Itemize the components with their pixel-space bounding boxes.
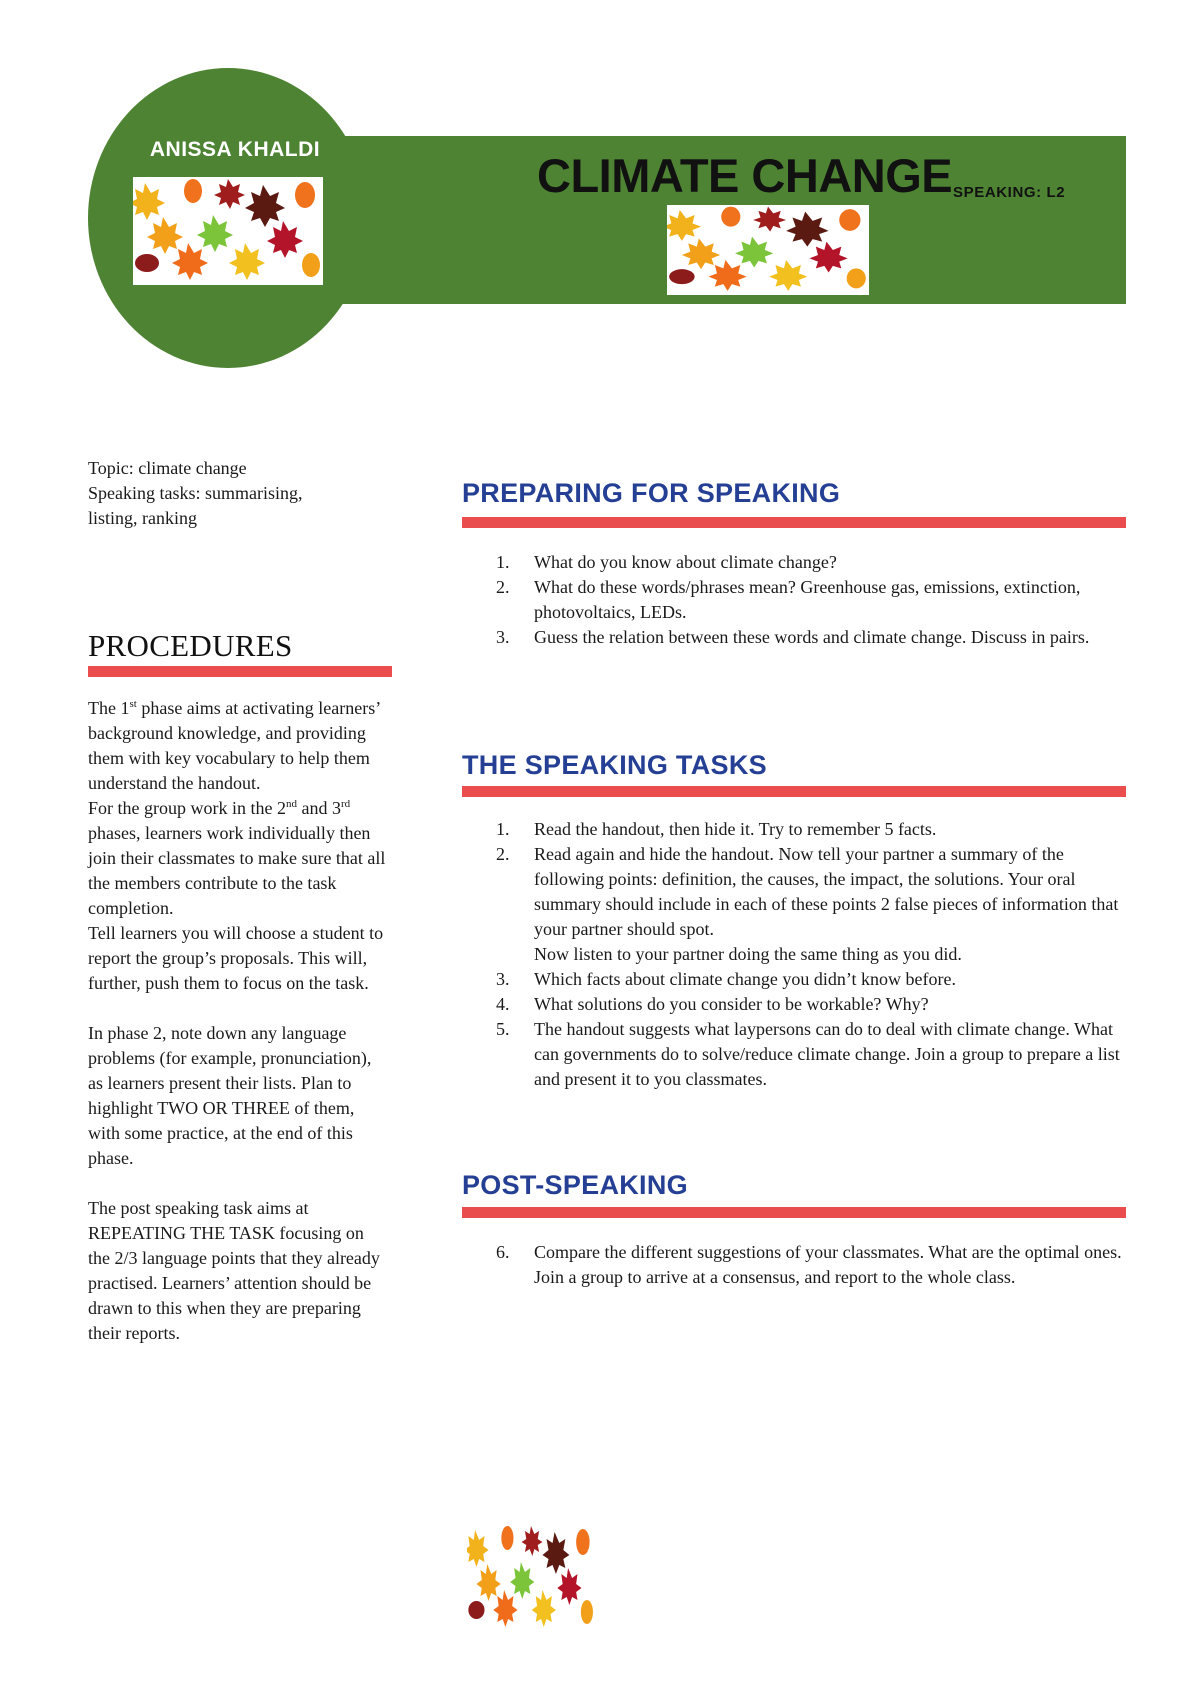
preparing-rule [462,517,1126,528]
list-item: 2. Read again and hide the handout. Now tell your partner a summary of the following points: definition, the causes, the impact, the solutions. Your oral summary should include in each of these points 2 false pieces of information that your partner should spot. Now listen to your partner doing the same thing as you did. [496,844,1119,964]
procedures-paragraph: The post speaking task aims at REPEATING THE TASK focusing on the 2/3 language points that they already practised. Learners’ attention should be drawn to this when they are preparing their reports. [88,1198,380,1343]
autumn-leaves-image [467,1524,595,1632]
procedures-paragraph: Tell learners you will choose a student to report the group’s proposals. This will, further, push them to focus on the task. [88,923,384,993]
speaking-tasks-list [496,817,1126,1092]
speaking-tasks-heading: THE SPEAKING TASKS [462,750,767,780]
topic-text: Topic: climate change [88,458,247,478]
list-item: 5. The handout suggests what laypersons can do to deal with climate change. What can governments do to solve/reduce climate change. Join a group to prepare a list and present it to you classmates. [496,1019,1120,1089]
procedures-heading: PROCEDURES [88,628,293,663]
tasks-text: Speaking tasks: summarising, listing, ranking [88,483,303,528]
procedures-rule [88,666,392,677]
speaking-tasks-rule [462,786,1126,797]
post-speaking-list [496,1240,1126,1290]
procedures-paragraph: In phase 2, note down any language problems (for example, pronunciation), as learners present their lists. Plan to highlight TWO OR THREE of them, with some practice, at the end of this phase. [88,1023,372,1168]
page-subtitle: SPEAKING: L2 [953,184,1066,201]
intro-block [88,456,388,531]
list-item: 3. Which facts about climate change you didn’t know before. [496,969,957,989]
list-item: 6. Compare the different suggestions of your classmates. What are the optimal ones. Join a group to arrive at a consensus, and report to the whole class. [496,1242,1122,1287]
procedures-paragraph: The 1st phase aims at activating learners’ background knowledge, and providing them with key vocabulary to help them understand the handout. [88,698,380,793]
list-item: 1. What do you know about climate change? [496,552,837,572]
list-item: 2. What do these words/phrases mean? Greenhouse gas, emissions, extinction, photovoltaics, LEDs. [496,577,1081,622]
procedures-paragraph: For the group work in the 2nd and 3rd phases, learners work individually then join their classmates to make sure that all the members contribute to the task completion. [88,798,386,918]
procedures-body [88,696,388,1371]
list-item: 1. Read the handout, then hide it. Try to remember 5 facts. [496,819,937,839]
autumn-leaves-image [133,177,323,285]
author-name: ANISSA KHALDI [149,138,321,161]
list-item: 3. Guess the relation between these words and climate change. Discuss in pairs. [496,627,1090,647]
page-title: CLIMATE CHANGE [537,149,953,202]
preparing-heading: PREPARING FOR SPEAKING [462,478,841,508]
post-speaking-rule [462,1207,1126,1218]
list-item: 4. What solutions do you consider to be workable? Why? [496,994,929,1014]
preparing-list [496,550,1126,650]
post-speaking-heading: POST-SPEAKING [462,1170,688,1200]
autumn-leaves-image [667,205,869,295]
